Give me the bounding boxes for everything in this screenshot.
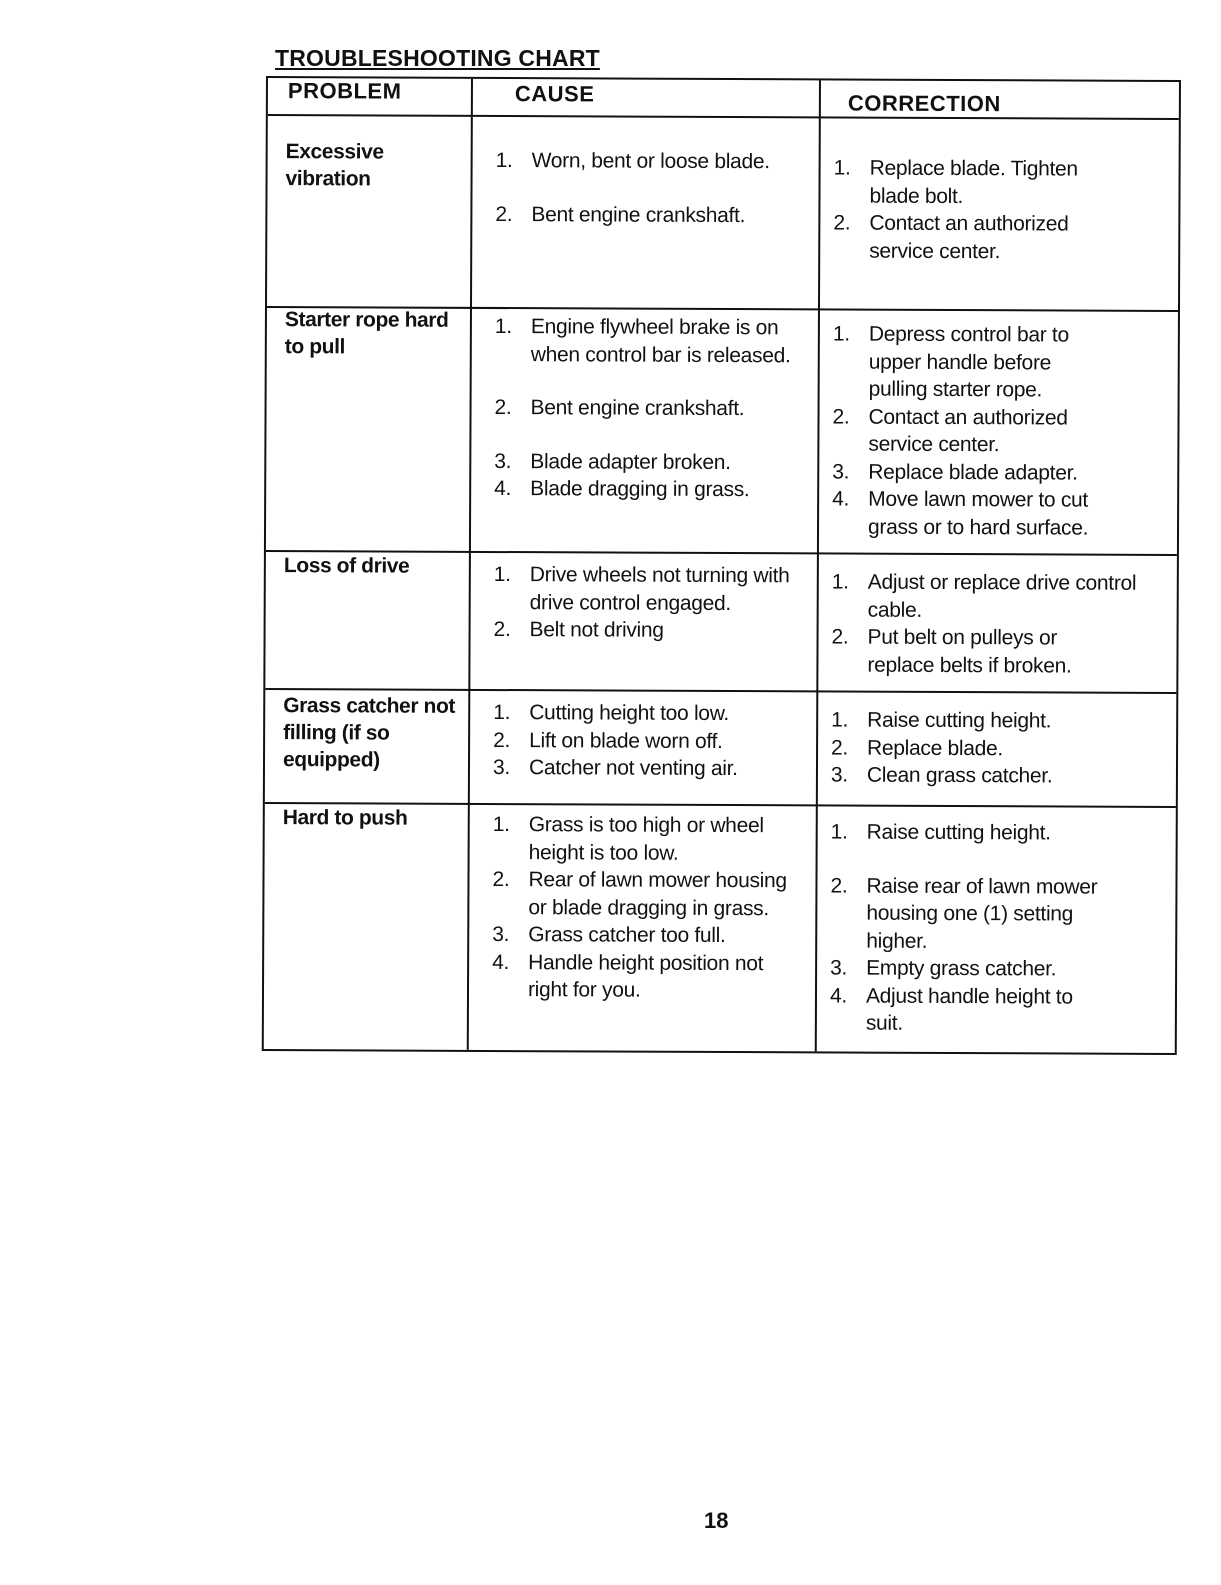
list-item xyxy=(494,394,810,423)
list-item xyxy=(832,458,1162,487)
item-number: 2. xyxy=(495,202,513,226)
problem-cell: Starter rope hard to pull xyxy=(284,308,449,359)
row-divider xyxy=(268,114,1179,120)
item-number: 3. xyxy=(492,922,510,947)
item-number: 1. xyxy=(832,322,850,346)
item-number: 3. xyxy=(492,755,510,780)
list-item xyxy=(493,726,809,755)
list-item xyxy=(830,872,1140,956)
list-item xyxy=(492,921,808,950)
item-number: 1. xyxy=(492,812,510,837)
list-item xyxy=(492,948,808,1004)
page-title: TROUBLESHOOTING CHART xyxy=(275,45,600,71)
item-number: 4. xyxy=(832,487,850,511)
list-item xyxy=(831,734,1131,763)
header-cause: CAUSE xyxy=(514,81,595,107)
item-number: 2. xyxy=(831,735,849,760)
list-item xyxy=(832,485,1162,541)
list-item xyxy=(493,811,809,867)
item-number: 2. xyxy=(830,873,848,898)
item-text: Drive wheels not turning with drive control engaged. xyxy=(529,563,790,615)
page-number: 18 xyxy=(704,1508,729,1533)
item-number: 1. xyxy=(493,562,511,587)
list-item xyxy=(831,761,1131,790)
problem-cell: Loss of drive xyxy=(283,554,410,578)
item-number: 2. xyxy=(492,867,510,892)
item-number: 3. xyxy=(494,449,512,473)
item-text: Belt not driving xyxy=(529,618,664,642)
cause-list xyxy=(494,313,811,504)
list-item xyxy=(832,403,1162,459)
problem-cell: Excessive vibration xyxy=(285,140,384,191)
list-item xyxy=(494,561,810,617)
list-item xyxy=(494,616,810,645)
item-number: 2. xyxy=(493,728,511,752)
item-number: 2. xyxy=(832,404,850,429)
cause-list xyxy=(492,811,809,1005)
item-text: Bent engine crankshaft. xyxy=(531,202,746,227)
list-item xyxy=(492,866,808,922)
item-text: Clean grass catcher. xyxy=(866,763,1053,788)
list-item xyxy=(495,201,811,230)
header-problem: PROBLEM xyxy=(287,78,402,104)
item-number: 2. xyxy=(831,625,849,649)
list-item xyxy=(495,313,811,369)
item-text: Adjust handle height to suit. xyxy=(865,984,1073,1035)
item-text: Worn, bent or loose blade. xyxy=(531,149,770,174)
item-number: 4. xyxy=(494,476,512,501)
item-text: Lift on blade worn off. xyxy=(529,728,723,753)
list-item xyxy=(496,147,812,176)
problem-cell: Grass catcher not filling (if so equipped) xyxy=(282,694,456,772)
list-item xyxy=(493,754,809,783)
item-text: Catcher not venting air. xyxy=(528,756,738,781)
item-text: Rear of lawn mower housing or blade dragging in grass. xyxy=(528,868,787,920)
item-number: 1. xyxy=(830,820,848,844)
item-number: 3. xyxy=(832,459,850,484)
correction-list xyxy=(830,818,1141,1038)
item-number: 4. xyxy=(492,950,510,974)
item-number: 3. xyxy=(830,956,848,980)
item-text: Adjust or replace drive control cable. xyxy=(867,570,1137,622)
item-number: 1. xyxy=(495,149,513,173)
correction-list xyxy=(832,320,1163,541)
header-correction: CORRECTION xyxy=(847,90,1001,117)
list-item xyxy=(833,320,1163,404)
correction-list xyxy=(831,568,1171,679)
item-text: Move lawn mower to cut grass or to hard surface. xyxy=(867,487,1089,540)
item-number: 1. xyxy=(493,700,511,725)
item-number: 2. xyxy=(833,211,851,235)
item-text: Blade dragging in grass. xyxy=(530,477,750,502)
item-number: 4. xyxy=(829,983,847,1008)
list-item xyxy=(831,706,1131,735)
list-item xyxy=(832,568,1172,624)
item-number: 2. xyxy=(493,617,511,642)
item-text: Raise cutting height. xyxy=(866,820,1051,845)
cause-list xyxy=(494,561,810,645)
item-text: Bent engine crankshaft. xyxy=(530,396,745,421)
item-text: Blade adapter broken. xyxy=(530,449,731,474)
item-number: 1. xyxy=(831,570,849,594)
item-text: Grass catcher too full. xyxy=(528,923,726,948)
item-text: Handle height position not right for you. xyxy=(527,950,764,1002)
correction-list xyxy=(833,154,1133,265)
cause-list xyxy=(495,147,811,229)
item-text: Contact an authorized service center. xyxy=(868,405,1068,457)
list-item xyxy=(831,818,1141,847)
column-divider xyxy=(467,79,473,1050)
item-text: Replace blade. xyxy=(867,736,1004,760)
item-text: Raise cutting height. xyxy=(867,708,1052,733)
item-number: 3. xyxy=(830,763,848,787)
column-divider xyxy=(815,80,821,1051)
list-item xyxy=(830,954,1140,983)
list-item xyxy=(494,475,810,504)
cause-list xyxy=(493,699,809,783)
item-text: Engine flywheel brake is on when control bar is released. xyxy=(530,315,791,367)
list-item xyxy=(830,982,1140,1038)
item-number: 1. xyxy=(494,315,512,339)
list-item xyxy=(833,154,1133,210)
list-item xyxy=(831,623,1171,679)
item-number: 1. xyxy=(833,156,851,180)
item-text: Raise rear of lawn mower housing one (1) setting higher. xyxy=(866,874,1098,953)
item-text: Contact an authorized service center. xyxy=(869,211,1069,263)
correction-list xyxy=(831,706,1131,790)
item-text: Grass is too high or wheel height is too low. xyxy=(528,813,764,865)
item-text: Empty grass catcher. xyxy=(866,956,1057,981)
list-item xyxy=(833,209,1133,265)
item-text: Replace blade. Tighten blade bolt. xyxy=(869,156,1078,208)
item-text: Put belt on pulleys or replace belts if broken. xyxy=(867,625,1072,678)
item-text: Depress control bar to upper handle before pulling starter rope. xyxy=(868,322,1069,402)
troubleshooting-table xyxy=(262,76,1181,1055)
item-number: 1. xyxy=(831,708,849,732)
item-text: Replace blade adapter. xyxy=(868,460,1078,485)
list-item xyxy=(494,448,810,477)
problem-cell: Hard to push xyxy=(282,806,408,830)
item-text: Cutting height too low. xyxy=(529,701,730,726)
list-item xyxy=(493,699,809,728)
item-number: 2. xyxy=(494,396,512,420)
